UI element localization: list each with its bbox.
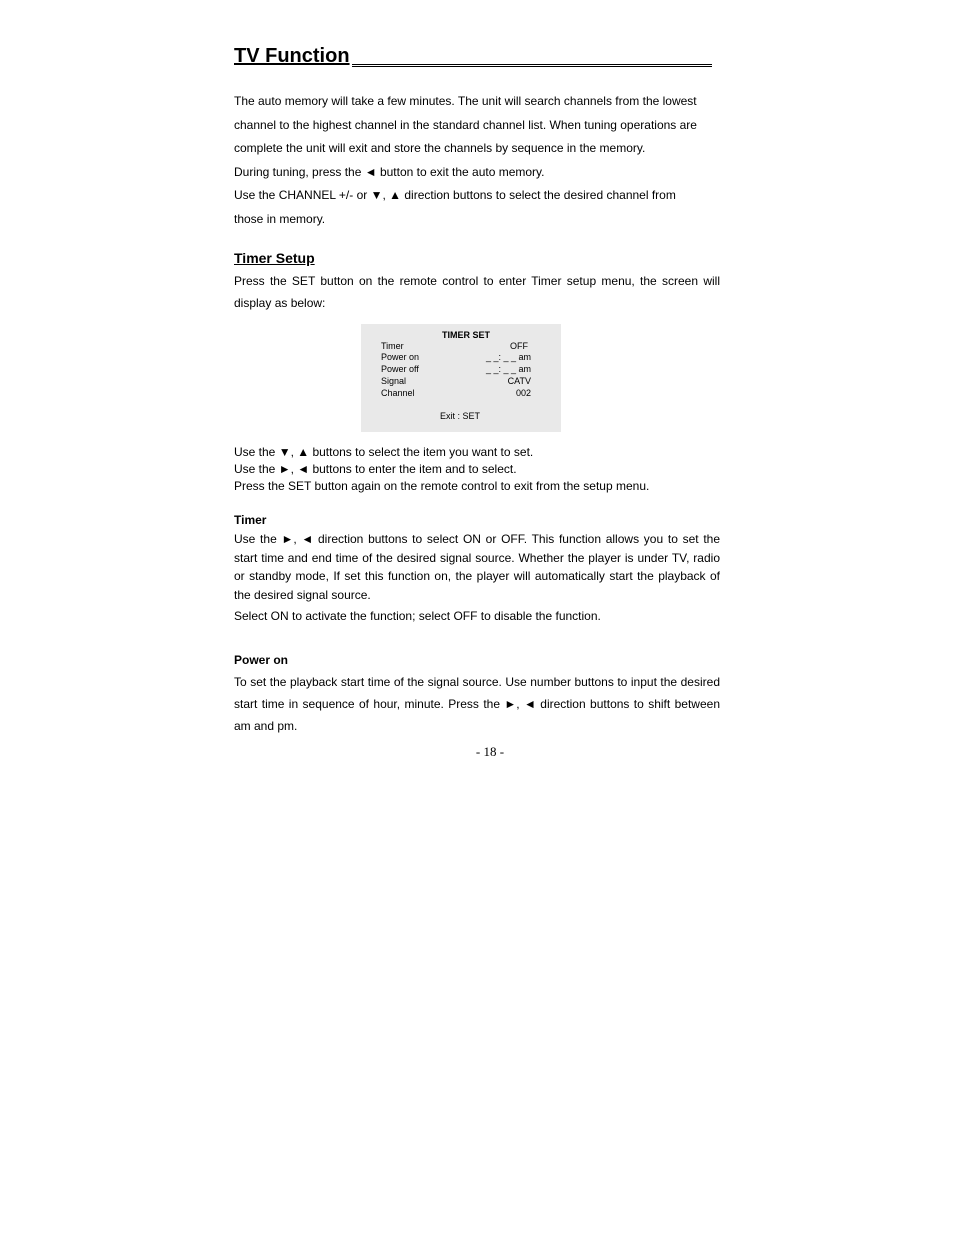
timer-heading: Timer	[234, 513, 267, 527]
power-on-heading: Power on	[234, 653, 289, 667]
intro-line: channel to the highest channel in the standard channel list. When tuning operations are	[234, 117, 697, 132]
timer-setup-instructions	[234, 444, 720, 495]
timer-setup-heading: Timer Setup	[234, 250, 315, 266]
power-on-row-label: Power on	[381, 352, 420, 362]
timer-body: Use the ►, ◄ direction buttons to select ON or OFF. This function allows you to set the start time and end time of the desired signal source. Whether the player is under TV, radio or standby mode, If set this function on, the player will automatically start the playback of the desired signal source.	[234, 532, 720, 603]
power-on-row-value: _ _: _ _ am	[485, 352, 531, 362]
intro-line: The auto memory will take a few minutes. The unit will search channels from the lowest	[234, 94, 697, 108]
timer-set-title: TIMER SET	[441, 330, 490, 340]
intro-line: complete the unit will exit and store the channels by sequence in the memory.	[234, 141, 646, 155]
intro-line: Use the CHANNEL +/- or ▼, ▲ direction buttons to select the desired channel from	[234, 188, 676, 202]
signal-row-label: Signal	[381, 376, 407, 386]
timer-set-exit-hint: Exit : SET	[440, 411, 481, 421]
channel-row-label: Channel	[381, 388, 415, 398]
intro-line: During tuning, press the ◄ button to exit the auto memory.	[234, 164, 545, 179]
intro-paragraph	[234, 90, 720, 231]
timer-setup-intro: Press the SET button on the remote control to enter Timer setup menu, the screen will display as below:	[234, 274, 720, 310]
power-on-body: To set the playback start time of the signal source. Use number buttons to input the desired start time in sequence of hour, minute. Press the ►, ◄ direction buttons to shift between am and pm.	[234, 675, 720, 733]
instruction-line: Use the ▼, ▲ buttons to select the item you want to set.	[234, 445, 534, 459]
page-title: TV Function	[234, 45, 350, 67]
page-number: - 18 -	[475, 744, 505, 759]
instruction-line: Press the SET button again on the remote control to exit from the setup menu.	[234, 479, 650, 493]
timer-row-label: Timer	[381, 341, 404, 351]
channel-row-value: 002	[515, 388, 531, 398]
power-off-row-label: Power off	[381, 364, 419, 374]
power-off-row-value: _ _: _ _ am	[485, 364, 531, 374]
signal-row-value: CATV	[507, 376, 531, 386]
timer-set-screen	[361, 324, 561, 432]
intro-line: those in memory.	[234, 211, 326, 226]
page-header	[234, 44, 712, 68]
timer-note: Select ON to activate the function; select OFF to disable the function.	[234, 609, 601, 623]
instruction-line: Use the ►, ◄ buttons to enter the item and to select.	[234, 462, 517, 476]
timer-row-value: OFF	[510, 341, 528, 351]
